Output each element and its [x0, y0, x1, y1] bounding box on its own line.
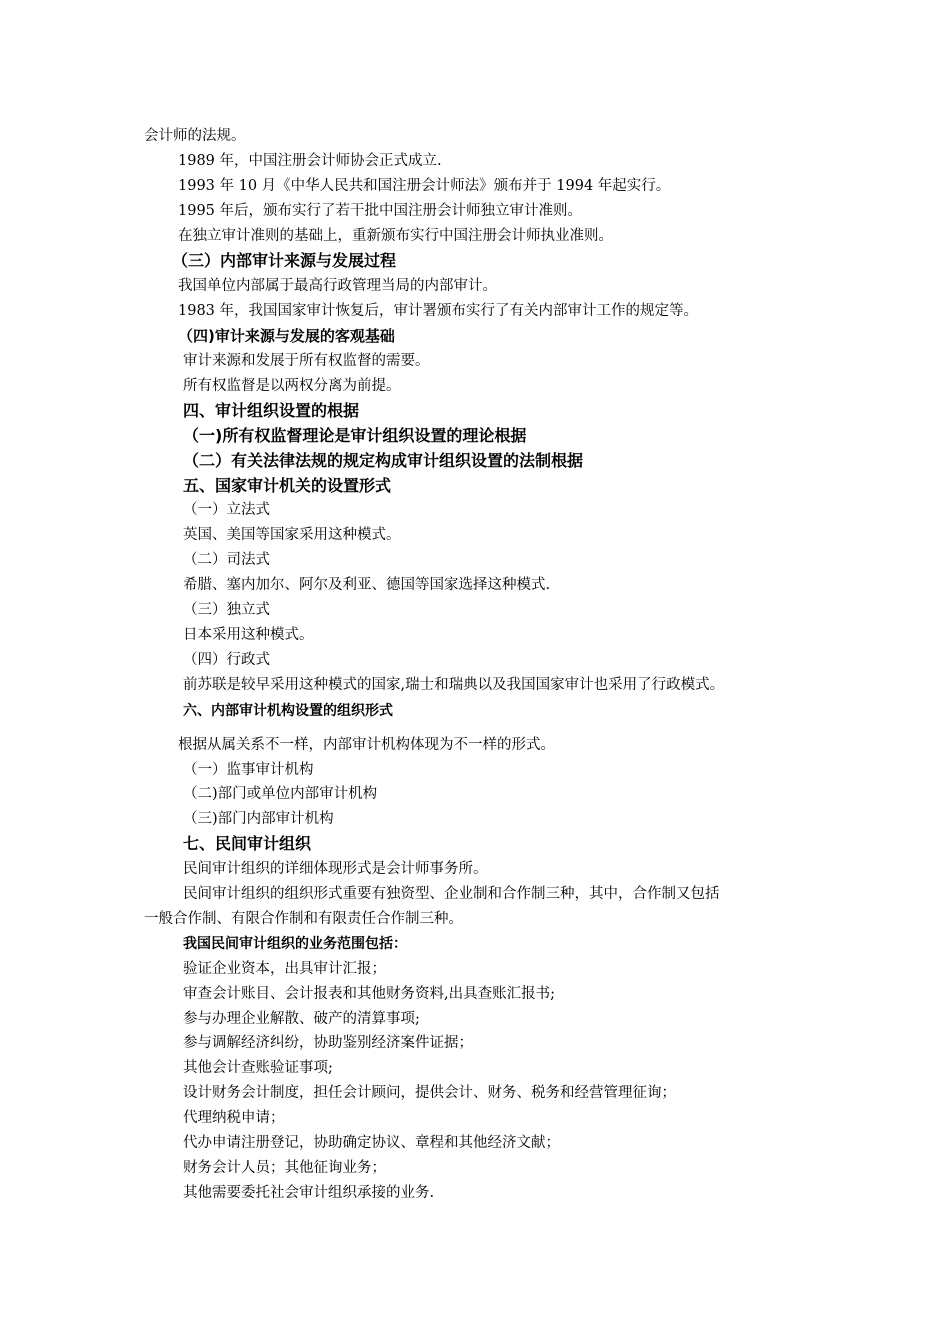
text-line: （一）立法式 — [183, 502, 270, 518]
chapter-heading: 四、审计组织设置的根据 — [183, 401, 360, 420]
text-line: 代理纳税申请； — [183, 1110, 285, 1126]
text-line: （三）独立式 — [183, 602, 270, 618]
chapter-heading: 五、国家审计机关的设置形式 — [183, 476, 392, 495]
text-line: 1989 年，中国注册会计师协会正式成立. — [178, 153, 442, 169]
chapter-heading: 六、内部审计机构设置的组织形式 — [183, 703, 393, 719]
text-line: 1995 年后，颁布实行了若干批中国注册会计师独立审计准则。 — [178, 203, 583, 219]
text-line: 英国、美国等国家采用这种模式。 — [183, 527, 401, 543]
section-heading: 我国民间审计组织的业务范围包括： — [183, 936, 407, 952]
text-line: 前苏联是较早采用这种模式的国家,瑞士和瑞典以及我国国家审计也采用了行政模式。 — [183, 677, 725, 693]
text-line: 代办申请注册登记，协助确定协议、章程和其他经济文献； — [183, 1135, 560, 1151]
section-heading: （三）内部审计来源与发展过程 — [172, 251, 397, 270]
text-line: 1983 年，我国国家审计恢复后，审计署颁布实行了有关内部审计工作的规定等。 — [178, 303, 699, 319]
text-line: 设计财务会计制度，担任会计顾问，提供会计、财务、税务和经营管理征询； — [183, 1085, 676, 1101]
chapter-heading: 七、民间审计组织 — [183, 834, 312, 853]
text-line: 在独立审计准则的基础上，重新颁布实行中国注册会计师执业准则。 — [178, 228, 613, 244]
text-line: 参与办理企业解散、破产的清算事项; — [183, 1011, 420, 1027]
section-heading: （一)所有权监督理论是审计组织设置的理论根据 — [183, 426, 527, 445]
text-line: （二）司法式 — [183, 552, 270, 568]
text-line: 所有权监督是以两权分离为前提。 — [183, 378, 401, 394]
text-line: 一般合作制、有限合作制和有限责任合作制三种。 — [144, 911, 463, 927]
text-line: 审查会计账目、会计报表和其他财务资料,出具查账汇报书; — [183, 986, 555, 1002]
text-line: 审计来源和发展于所有权监督的需要。 — [183, 353, 430, 369]
text-line: 希腊、塞内加尔、阿尔及利亚、德国等国家选择这种模式. — [183, 577, 551, 593]
text-line: 参与调解经济纠纷，协助鉴别经济案件证据； — [183, 1035, 473, 1051]
text-line: 其他需要委托社会审计组织承接的业务. — [183, 1185, 435, 1201]
section-heading: （二）有关法律法规的规定构成审计组织设置的法制根据 — [183, 451, 584, 470]
section-heading: （四)审计来源与发展的客观基础 — [178, 327, 395, 345]
text-line: （四）行政式 — [183, 652, 270, 668]
text-line: 民间审计组织的详细体现形式是会计师事务所。 — [183, 861, 488, 877]
text-line: （二)部门或单位内部审计机构 — [183, 786, 378, 802]
text-line: 验证企业资本，出具审计汇报； — [183, 961, 386, 977]
text-line: 日本采用这种模式。 — [183, 627, 314, 643]
text-line: （一）监事审计机构 — [183, 762, 314, 778]
text-line: 其他会计查账验证事项; — [183, 1060, 333, 1076]
text-line: 财务会计人员；其他征询业务； — [183, 1160, 386, 1176]
text-line: 根据从属关系不一样，内部审计机构体现为不一样的形式。 — [178, 737, 555, 753]
text-line: 民间审计组织的组织形式重要有独资型、企业制和合作制三种，其中，合作制又包括 — [183, 886, 720, 902]
text-line: 会计师的法规。 — [144, 128, 246, 144]
text-line: 1993 年 10 月《中华人民共和国注册会计师法》颁布并于 1994 年起实行。 — [178, 178, 671, 194]
text-line: 我国单位内部属于最高行政管理当局的内部审计。 — [178, 278, 497, 294]
text-line: （三)部门内部审计机构 — [183, 811, 334, 827]
